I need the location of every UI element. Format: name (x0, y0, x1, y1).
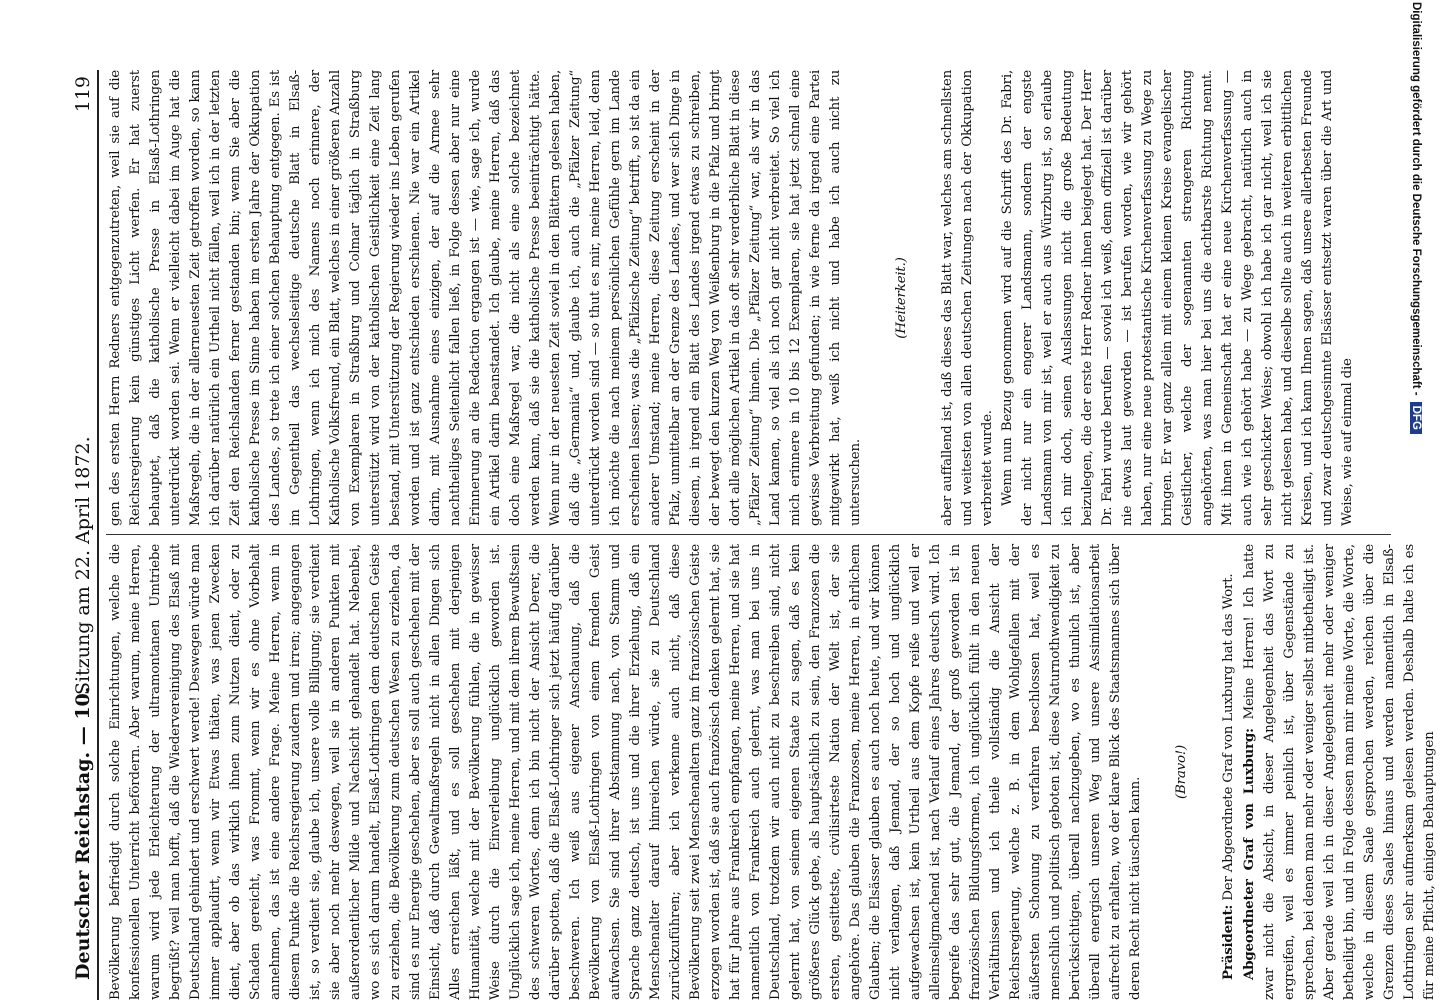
bravo-note: (Bravo!) (1174, 744, 1189, 800)
header-rule (97, 70, 99, 1000)
running-header (66, 70, 96, 1000)
header-session-date: Sitzung am 22. April 1872. (72, 436, 94, 695)
dfg-logo: DFG (1410, 402, 1422, 434)
president-remark (1218, 544, 1239, 1000)
president-label: Präsident: (1220, 904, 1236, 980)
right-paragraph-3: Wenn nun Bezug genommen wird auf die Schrift des Dr. Fabri, der nicht nur ein engerer Landsmann, sondern der engste Landsmann von mir ist, weil er auch aus Würzburg ist, so erlaube ich mir doch, seinen Auslassungen nicht die große Bedeutung beizulegen, die der erste Herr Redner ihnen beigelegt hat. Der Herr Dr. Fabri wurde berufen — soviel ich weiß, denn offiziell ist darüber nie etwas laut geworden — ist berufen worden, wie wir gehört haben, nur eine neue protestantische Kirchenverfassung zu Wege zu bringen. Er war ganz allein mit einem kleinen Kreise evangelischer Geistlicher, welche der sogenannten strengeren Richtung angehörten, was man hier bei uns die achtbarste Richtung nennt. Mit ihnen in Gemeinschaft hat er eine neue Kirchenverfassung — auch wie ich gehört habe — zu Wege gebracht, natürlich auch in sehr geschickter Weise; obwohl ich habe ich gar nicht, weil ich sie nicht gelesen habe, und dieselbe sollte auch in weiteren erbittlichen Kreisen, und ich kann Ihnen sagen, daß unsere allerbesten Freunde und zwar deutschgesinnte Elsässer entsetzt waren über die Art und Weise, wie auf einmal die (1000, 70, 1355, 526)
header-page-number: 119 (72, 76, 94, 113)
president-text: Der Abgeordnete Graf von Luxburg hat das Wort. (1221, 573, 1236, 901)
dfg-credit-strip (1408, 2, 1422, 822)
right-paragraph-1: gen des ersten Herrn Redners entgegenzutreten, weil sie auf die Reichsregierung kein günstiges Licht werfen. Er hat zuerst behauptet, daß die katholische Presse in Elsaß-Lothringen unterdrückt worden sei. Wenn er vielleicht dabei im Auge hat die Maßregeln, die in der allerneuesten Zeit getroffen worden, so kann ich darüber natürlich ein Urtheil nicht fällen, weil ich in der letzten Zeit den Reichslanden ferner gestanden bin; wenn Sie aber die katholische Presse im Sinne haben im ersten Jahre der Okkupation des Landes, so trete ich einer solchen Behauptung entgegen. Es ist im Gegentheil das wechselseitige deutsche Blatt in Elsaß-Lothringen, wenn ich mich des Namens noch erinnere, der Katholische Volksfreund, ein Blatt, welches in einer größeren Anzahl von Exemplaren in Straßburg und Colmar täglich in Straßburg unterstützt wird von der katholischen Geistlichkeit eine Zeit lang bestand, mit Unterstützung der Regierung wieder ins Leben gerufen worden und ist ganz entschieden erschienen. Nie war ein Artikel darin, mit Ausnahme eines einzigen, der auf die Armee sehr nachtheiliges Seitenlicht fallen ließ, in Folge dessen aber nur eine Erinnerung an die Redaction ergangen ist — wie, sage ich, wurde ein Artikel darin beanstandet. Ich glaube, meine Herren, daß das doch eine Maßregel war, die nicht als eine solche bezeichnet werden kann, daß sie die katholische Presse beeinträchtigt hätte. Wenn nur in der neuesten Zeit soviel in den Blättern gelesen haben, daß die „Germania“ und, glaube ich, auch die „Pfälzer Zeitung“ unterdrückt worden sind — so thut es mir, meine Herren, leid, denn ich möchte die nach meinem persönlichen Gefühle gern im Lande erscheinen lassen; was die „Pfälzische Zeitung“ betrifft, so ist da ein anderer Umstand; meine Herren, diese Zeitung erscheint in der Pfalz, unmittelbar an der Grenze des Landes, und wer sich Dinge in diesem, in irgend ein Blatt des Landes irgend etwas zu schreiben, der bewegt den kurzen Weg von Weißenburg in die Pfalz und bringt dort alle möglichen Artikel in das oft sehr verderbliche Blatt in diese „Pfälzer Zeitung“ hinein. Die „Pfälzer Zeitung“ war, als wir in das Land kamen, so viel als ich noch gar nicht verbreitet. So viel ich mich erinnere in 10 bis 12 Exemplaren, sie hat jetzt schnell eine gewisse Verbreitung gefunden; in wie ferne da irgend eine Partei mitgewirkt hat, weiß ich nicht und habe ich auch nicht zu untersuchen. (108, 70, 863, 526)
left-paragraph-1: Bevölkerung befriedigt durch solche Einrichtungen, welche die konfessionellen Unterricht befördern. Aber warum, meine Herren, warum wird jede Erleichterung der ultramontanen Umtriebe begrüßt? weil man hofft, daß die Wiedervereinigung des Elsaß mit Deutschland gehindert und erschwert werde! Deswegen würde man immer applaudirt, wenn wir Etwas thäten, was jenen Zwecken dient, aber ob das wirklich ihnen zum Nutzen dient, oder zu Schaden gereicht, was Frommt, wenn wir es ohne Vorbehalt annehmen, das ist eine andere Frage. Meine Herren, wenn in diesem Punkte die Reichsregierung zaudern und irren; angegangen ist, so verdient sie, glaube ich, unsere volle Billigung; sie verdient sie aber noch mehr deswegen, weil sie in anderen Punkten mit außerordentlicher Milde und Nachsicht gehandelt hat. Nebenbei, wo es sich darum handelt, Elsaß-Lothringen dem deutschen Geiste zu erziehen, die Bevölkerung zum deutschen Wesen zu erziehen, da sind es nur Energie geschehen, aber es soll auch geschehen mit der Einsicht, daß durch Gewaltmaßregeln nicht in allen Dingen sich Alles erreichen läßt, und es soll geschehen mit derjenigen Humanität, welche mit der Bevölkerung fühlen, die in gewisser Weise durch die Einverleibung unglücklich geworden ist. Unglücklich sage ich, meine Herren, und mit dem ihrem Bewußtsein des schweren Wortes, denn ich bin nicht der Ansicht Derer, die darüber spotten, daß die Elsaß-Lothringer sich jetzt häufig darüber beschweren. Ich weiß aus eigener Anschauung, daß die Bevölkerung von Elsaß-Lothringen von einem fremden Geist aufwachsen. Sie sind ihrer Abstammung nach, von Stamm und Sprache ganz deutsch, ist uns und die ihrer Erziehung, daß ein Menschenalter darauf hinreichen würde, sie zu Deutschland zurückzuführen; aber ich verkenne auch nicht, daß diese Bevölkerung seit zwei Menschenaltern ganz im französischen Geiste erzogen worden ist, daß sie auch französisch denken gelernt hat, sie hat für Jahre aus Frankreich empfangen, meine Herren, und sie hat namentlich von Frankreich auch gelernt, was man bei uns in Deutschland, trotzdem wir auch nicht zu beschreiben sind, nicht gelernt hat, von seinem eigenen Staate zu sagen, daß es kein größeres Glück gebe, als hauptsächlich zu sein, den Franzosen die ersten, gesittetste, civilisirteste Nation der Welt ist, der sie angehöre. Das glauben die Franzosen, meine Herren, in ehrlichem Glauben; die Elsässer glauben es auch noch heute, und wir können nicht verlangen, daß Jemand, der so hoch und unglücklich aufgewachsen ist, kein Urtheil aus dem Kopfe reiße und weil er alleinseligmachend ist, nach Verlauf eines Jahres deutsch wird. Ich begreife das sehr gut, die Jemand, der groß geworden ist in französischen Bildungsformen, ich unglücklich fühlt in den neuen Verhältnissen und ich theile vollständig die Ansicht der Reichsregierung, welche z. B. in dem Wohlgefallen mit der äußersten Schonung zu verfahren beschlossen hat, weil es menschlich und politisch geboten ist, diese Naturnothwendigkeit zu berücksichtigen, überall nachzugeben, wo es thunlich ist, aber überall energisch unseren Weg und unsere Assimilationsarbeit aufrecht zu erhalten, wo der klare Blick des Staatsmannes sich über deren Recht nicht täuschen kann. (108, 544, 1143, 1000)
header-title: Deutscher Reichstag. — 10. (72, 686, 94, 980)
right-column (106, 70, 1391, 526)
left-column (106, 544, 1437, 1000)
speaker-text: Meine Herren! Ich hatte zwar nicht die Absicht, in dieser Angelegenheit das Wort zu ergreifen, weil es immer peinlich ist, über Gegenstände zu sprechen, bei denen man mehr oder weniger selbst mitbetheiligt ist. Aber gerade weil ich in dieser Angelegenheit mehr oder weniger betheiligt bin, und in Folge dessen man mir meine Worte, die Worte, welche in diesem Saale gesprochen werden, reichen über die Grenzen dieses Saales hinaus und werden namentlich in Elsaß-Lothringen sehr aufmerksam gelesen werden. Deshalb halte ich es für meine Pflicht, einigen Behauptungen (1242, 544, 1437, 1000)
right-paragraph-2: aber auffallend ist, daß dieses das Blatt war, welches am schnellsten und weitesten von allen deutschen Zeitungen nach der Okkupation verbreitet wurde. (940, 70, 995, 526)
speaker-label: Abgeordneter Graf von Luxburg: (1241, 728, 1257, 980)
heiterkeit-note: (Heiterkeit.) (894, 257, 909, 339)
dfg-credit-text: Digitalisierung gefördert durch die Deutsche Forschungsgemeinschaft - (1410, 2, 1422, 396)
column-separator (106, 534, 1391, 535)
